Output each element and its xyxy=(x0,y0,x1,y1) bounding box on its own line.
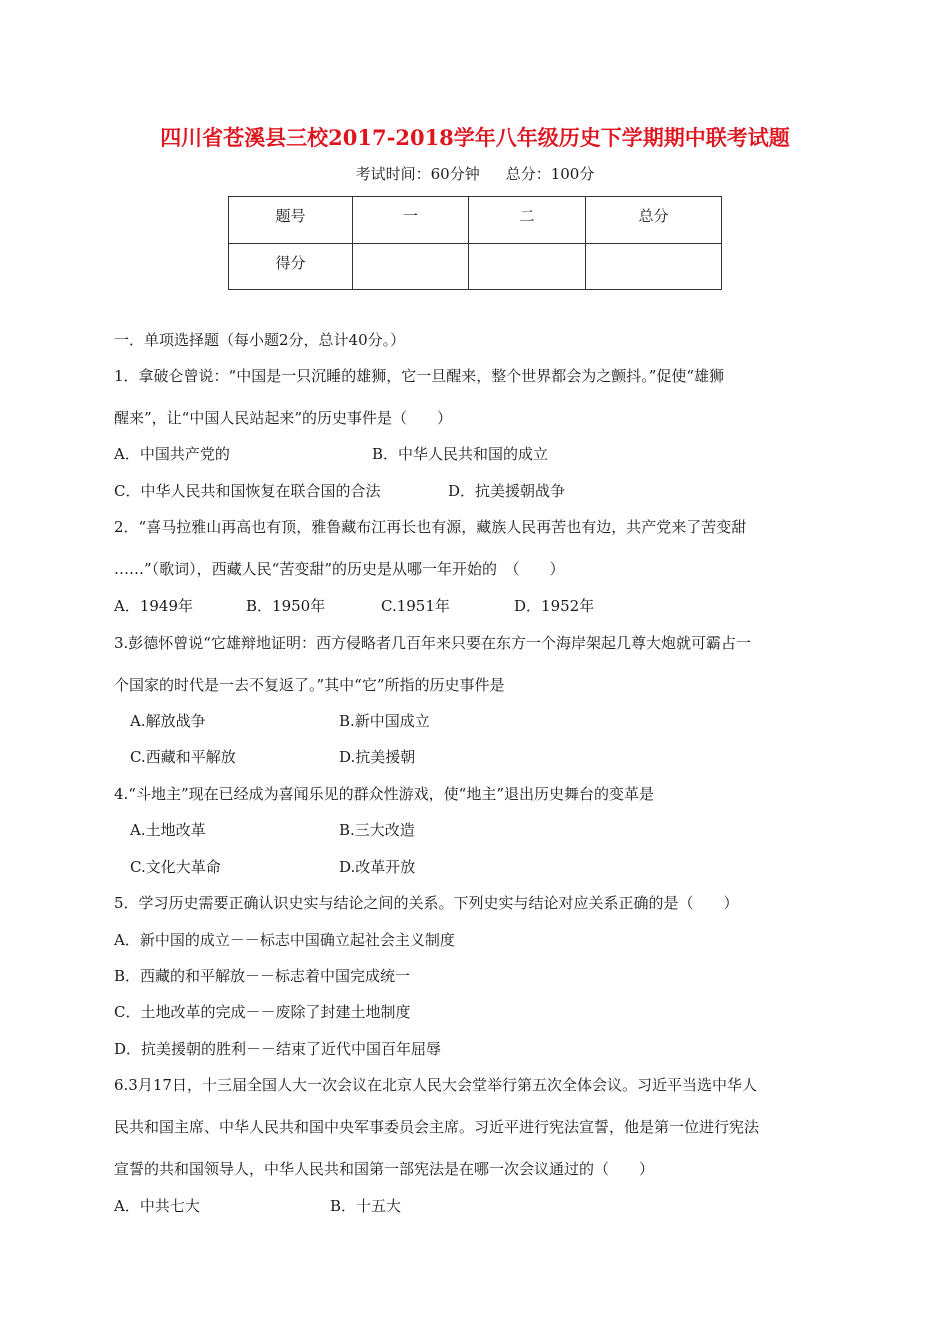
score-row-label: 得分 xyxy=(229,243,353,290)
score-cell xyxy=(586,243,722,290)
question-5-option-a: A．新中国的成立－－标志中国确立起社会主义制度 xyxy=(114,931,455,949)
question-1-stem-cont: 醒来”，让“中国人民站起来”的历史事件是（ ） xyxy=(114,409,453,427)
score-header-cell: 题号 xyxy=(229,197,353,244)
score-cell xyxy=(469,243,586,290)
question-5-option-c: C．土地改革的完成－－废除了封建土地制度 xyxy=(114,1003,411,1021)
question-6-option-a: A．中共七大 xyxy=(114,1197,200,1215)
question-6-stem-cont: 民共和国主席、中华人民共和国中央军事委员会主席。习近平进行宪法宣誓，他是第一位进行宪法 xyxy=(114,1118,760,1136)
score-header-cell: 总分 xyxy=(586,197,722,244)
score-cell xyxy=(353,243,469,290)
score-table-row xyxy=(229,243,722,290)
question-4-option-b: B.三大改造 xyxy=(339,821,415,839)
score-table-header-row xyxy=(229,197,722,244)
exam-info xyxy=(0,163,950,184)
question-2-stem: 2．“喜马拉雅山再高也有顶，雅鲁藏布江再长也有源，藏族人民再苦也有边，共产党来了苦变甜 xyxy=(114,518,747,536)
exam-time: 考试时间：60分钟 xyxy=(355,165,480,183)
score-table xyxy=(228,196,722,290)
question-5-option-b: B．西藏的和平解放－－标志着中国完成统一 xyxy=(114,967,411,985)
question-2-stem-cont: ……”（歌词），西藏人民“苦变甜”的历史是从哪一年开始的 （ ） xyxy=(114,560,565,578)
question-3-stem-cont: 个国家的时代是一去不复返了。”其中“它”所指的历史事件是 xyxy=(114,676,505,694)
question-1-stem: 1．拿破仑曾说：“中国是一只沉睡的雄狮，它一旦醒来，整个世界都会为之颤抖。”促使“雄狮 xyxy=(114,367,725,385)
document-title: 四川省苍溪县三校2017-2018学年八年级历史下学期期中联考试题 xyxy=(160,125,790,150)
question-6-option-b: B．十五大 xyxy=(330,1197,402,1215)
question-1-option-c: C．中华人民共和国恢复在联合国的合法 xyxy=(114,482,381,500)
question-6-stem-cont: 宣誓的共和国领导人，中华人民共和国第一部宪法是在哪一次会议通过的（ ） xyxy=(114,1160,655,1178)
question-2-option-d: D．1952年 xyxy=(514,597,595,615)
total-score: 总分：100分 xyxy=(505,165,595,183)
score-header-cell: 一 xyxy=(353,197,469,244)
question-4-option-d: D.改革开放 xyxy=(339,858,416,876)
question-3-option-d: D.抗美援朝 xyxy=(339,748,416,766)
question-2-option-b: B．1950年 xyxy=(246,597,326,615)
question-3-option-c: C.西藏和平解放 xyxy=(130,748,236,766)
question-1-option-d: D．抗美援朝战争 xyxy=(448,482,566,500)
question-5-option-d: D．抗美援朝的胜利－－结束了近代中国百年屈辱 xyxy=(114,1040,442,1058)
question-1-option-b: B．中华人民共和国的成立 xyxy=(372,445,549,463)
question-5-stem: 5．学习历史需要正确认识史实与结论之间的关系。下列史实与结论对应关系正确的是（ ） xyxy=(114,894,739,912)
question-2-option-a: A．1949年 xyxy=(114,597,194,615)
question-2-option-c: C.1951年 xyxy=(381,597,450,615)
question-3-stem: 3.彭德怀曾说“它雄辩地证明：西方侵略者几百年来只要在东方一个海岸架起几尊大炮就可霸占一 xyxy=(114,634,751,652)
question-6-stem: 6.3月17日，十三届全国人大一次会议在北京人民大会堂举行第五次全体会议。习近平当选中华人 xyxy=(114,1076,757,1094)
score-header-cell: 二 xyxy=(469,197,586,244)
question-4-option-a: A.土地改革 xyxy=(130,821,206,839)
section-heading: 一．单项选择题（每小题2分，总计40分。） xyxy=(114,331,406,349)
question-4-stem: 4.“斗地主”现在已经成为喜闻乐见的群众性游戏，使“地主”退出历史舞台的变革是 xyxy=(114,785,654,803)
question-3-option-b: B.新中国成立 xyxy=(339,712,430,730)
question-4-option-c: C.文化大革命 xyxy=(130,858,221,876)
question-3-option-a: A.解放战争 xyxy=(130,712,206,730)
question-1-option-a: A．中国共产党的 xyxy=(114,445,230,463)
